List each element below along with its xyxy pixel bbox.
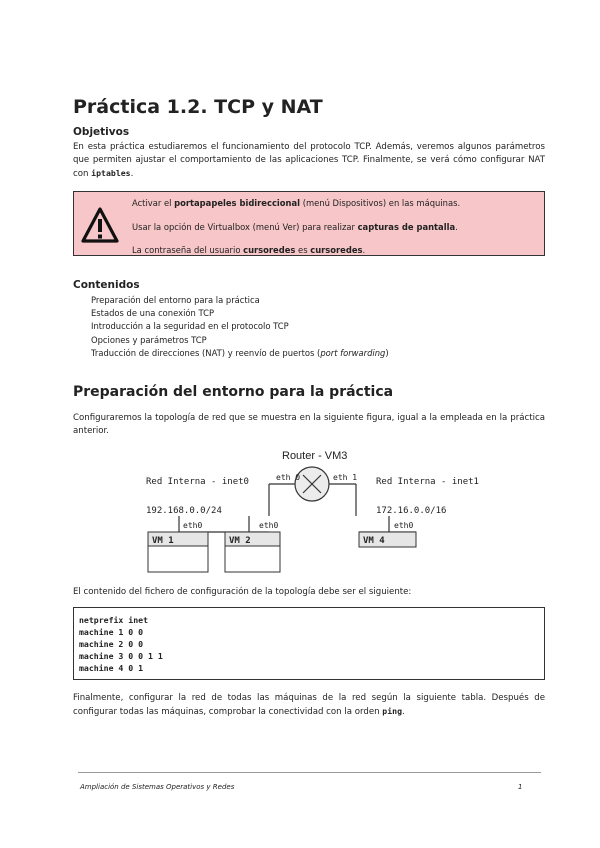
warning-line-2-pre: Usar la opción de Virtualbox (menú Ver) para realizar: [132, 222, 358, 232]
objetivos-text-pre: En esta práctica estudiaremos el funcionamiento del protocolo TCP. Además, veremos algunos parámetros que permiten ajustar el comportamiento de las aplicaciones TCP. Finalmente, se verá cómo configurar NAT con: [73, 142, 545, 180]
config-line: netprefix inet: [79, 615, 149, 625]
final-text-pre: Finalmente, configurar la red de todas las máquinas de la red según la siguiente tabla. Después de configurar todas las máquinas, comprobar la conectividad con la orden: [73, 693, 545, 718]
contenidos-list: [91, 294, 545, 360]
warning-line-1-post: (menú Dispositivos) en las máquinas.: [300, 198, 461, 208]
warning-line-3-mid: es: [295, 245, 311, 255]
warning-line-3: [132, 245, 365, 255]
warning-line-3-post: .: [362, 245, 366, 255]
network-topology-diagram: [73, 444, 545, 584]
objetivos-heading: Objetivos: [73, 126, 130, 138]
config-intro: El contenido del fichero de configuración de la topología debe ser el siguiente:: [73, 587, 412, 597]
contenidos-item-pre: Traducción de direcciones (NAT) y reenvío de puertos (: [91, 347, 321, 358]
objetivos-text: [73, 141, 545, 182]
warning-line-2-post: .: [455, 222, 458, 232]
section-heading: Preparación del entorno para la práctica: [73, 384, 394, 400]
config-code-box: [73, 607, 545, 680]
config-line: machine 1 0 0: [79, 627, 144, 637]
page-title: Práctica 1.2. TCP y NAT: [73, 96, 323, 118]
final-code: ping: [382, 706, 402, 717]
objetivos-text-post: .: [130, 169, 134, 180]
vm4-label: VM 4: [363, 536, 385, 546]
vm2-box: [225, 532, 280, 572]
net-left-addr: 192.168.0.0/24: [146, 506, 222, 516]
footer-title: Ampliación de Sistemas Operativos y Redes: [80, 783, 235, 791]
objetivos-section: [73, 126, 545, 182]
contenidos-item-post: ): [385, 347, 389, 358]
contenidos-item-em: port forwarding: [320, 347, 386, 358]
warning-line-1: [132, 198, 460, 208]
warning-line-2-bold: capturas de pantalla: [357, 222, 456, 232]
vm4-box: [359, 532, 416, 547]
contenidos-item[interactable]: Preparación del entorno para la práctica: [91, 295, 260, 305]
net-left-name: Red Interna - inet0: [146, 477, 249, 487]
router-label: Router - VM3: [282, 450, 348, 462]
vm4-eth0-label: eth0: [394, 521, 414, 530]
warning-icon: [80, 206, 120, 244]
config-line: machine 2 0 0: [79, 639, 144, 649]
vm2-eth0-label: eth0: [259, 521, 279, 530]
router-eth1-label: eth 1: [333, 473, 358, 482]
final-text: [73, 692, 545, 719]
final-text-post: .: [402, 707, 405, 718]
contenidos-heading: Contenidos: [73, 279, 140, 291]
objetivos-code: iptables: [91, 168, 131, 179]
contenidos-item[interactable]: [91, 347, 545, 360]
config-line: machine 3 0 0 1 1: [79, 651, 163, 661]
warning-line-2: [132, 222, 458, 232]
warning-line-3-bold-1: cursoredes: [243, 245, 296, 255]
vm1-label: VM 1: [152, 536, 174, 546]
warning-line-1-pre: Activar el: [132, 198, 175, 208]
contenidos-item[interactable]: Opciones y parámetros TCP: [91, 334, 207, 345]
net-right-addr: 172.16.0.0/16: [376, 506, 447, 516]
vm2-label: VM 2: [229, 536, 251, 546]
warning-box: [73, 191, 545, 256]
section-intro: Configuraremos la topología de red que se muestra en la siguiente figura, igual a la empleada en la práctica anterior.: [73, 413, 545, 437]
contenidos-item[interactable]: Introducción a la seguridad en el protocolo TCP: [91, 321, 289, 332]
warning-line-1-bold: portapapeles bidireccional: [174, 198, 301, 208]
vm1-eth0-label: eth0: [183, 521, 203, 530]
net-right-name: Red Interna - inet1: [376, 477, 479, 487]
warning-line-3-pre: La contraseña del usuario: [132, 245, 244, 255]
router-eth0-label: eth 0: [276, 473, 301, 482]
contenidos-item[interactable]: Estados de una conexión TCP: [91, 308, 215, 319]
warning-line-3-bold-2: cursoredes: [310, 245, 363, 255]
vm1-box: [148, 532, 208, 572]
footer-page-number: 1: [518, 783, 523, 791]
contenidos-section: [73, 279, 545, 360]
footer-rule: [78, 772, 541, 773]
config-line: machine 4 0 1: [79, 663, 144, 673]
